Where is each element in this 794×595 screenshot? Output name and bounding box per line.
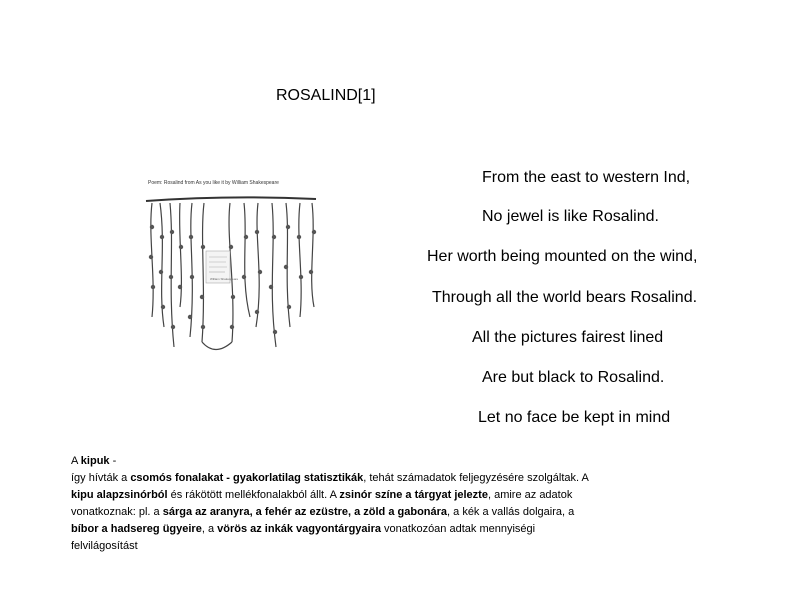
desc-p4: , amire az adatok vonatkoznak: pl. a — [71, 489, 573, 518]
desc-p3: és rákötött mellékfonalakból állt. A — [167, 489, 340, 501]
desc-p1: így hívták a — [71, 472, 131, 484]
poem-line-2: No jewel is like Rosalind. — [482, 208, 659, 225]
figure-caption: Poem: Rosalind from As you like it by William Shakespeare — [148, 180, 279, 186]
desc-b3: zsinór színe a tárgyat jelezte — [339, 489, 488, 501]
desc-b6: vörös az inkák vagyontárgyaira — [217, 523, 381, 535]
desc-p6: , a — [201, 523, 218, 535]
kipu-illustration — [140, 177, 326, 367]
desc-b4: sárga az aranyra, a fehér az ezüstre, a zöld a gabonára — [162, 506, 448, 518]
figure-inner-label: William Shakespeare — [210, 277, 239, 281]
poem-line-7: Let no face be kept in mind — [478, 409, 671, 426]
poem-line-1: From the east to western Ind, — [482, 169, 691, 186]
desc-b1: csomós fonalakat - gyakorlatilag statisztikák — [130, 472, 364, 484]
poem-line-6: Are but black to Rosalind. — [482, 369, 665, 386]
kipu-drawing — [140, 177, 326, 367]
desc-kipuk: kipuk — [80, 455, 110, 467]
desc-dash: - — [109, 455, 117, 467]
poem-line-5: All the pictures fairest lined — [472, 329, 664, 346]
page-title: ROSALIND[1] — [276, 87, 376, 104]
desc-p2: , tehát számadatok feljegyzésére szolgáltak. A — [363, 472, 589, 484]
desc-intro: A — [71, 455, 81, 467]
desc-p7: vonatkozóan adtak mennyiségi felvilágosítást — [71, 523, 536, 552]
poem-line-4: Through all the world bears Rosalind. — [432, 289, 698, 306]
kipu-description — [71, 453, 591, 555]
desc-p5: , a kék a vallás dolgaira, a — [447, 506, 575, 518]
desc-b5: bíbor a hadsereg ügyeire — [71, 523, 202, 535]
desc-b2: kipu alapzsinórból — [71, 489, 168, 501]
poem-line-3: Her worth being mounted on the wind, — [427, 248, 698, 265]
